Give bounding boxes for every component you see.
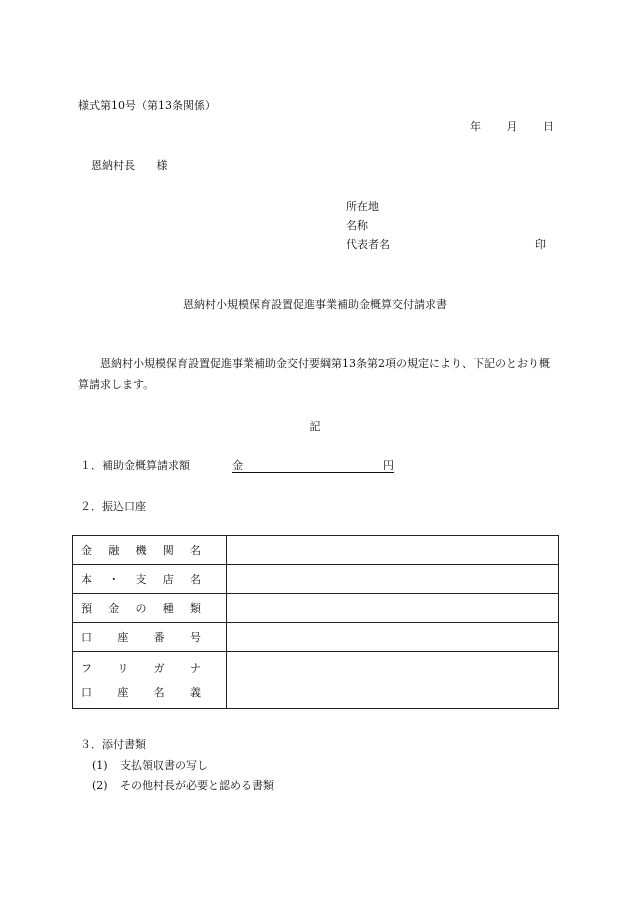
attachment-item — [92, 757, 208, 773]
label-char: フ — [81, 662, 92, 675]
table-row — [73, 623, 559, 652]
label-char: 関 — [162, 544, 174, 557]
attachment-number: (2) — [92, 779, 108, 792]
label-char: ・ — [108, 573, 120, 586]
representative-label: 代表者名 — [346, 238, 390, 251]
label-char: 義 — [189, 686, 201, 699]
label-text — [81, 571, 201, 587]
body-text: 恩納村小規模保育設置促進事業補助金交付要綱第13条第2項の規定により、下記のとおり概算請求します。 — [78, 357, 550, 391]
label-char: 本 — [81, 573, 92, 586]
seal-mark: 印 — [535, 238, 546, 251]
label-text — [81, 629, 201, 645]
applicant-block — [346, 197, 550, 254]
deposit-type-label — [73, 594, 227, 623]
label-char: 号 — [189, 631, 201, 644]
bank-account-table — [72, 535, 559, 709]
bank-name-label — [73, 536, 227, 565]
account-number-label — [73, 623, 227, 652]
document-title: 恩納村小規模保育設置促進事業補助金概算交付請求書 — [183, 298, 447, 311]
account-number-value[interactable] — [227, 623, 559, 652]
addressee: 恩納村長 様 — [91, 159, 168, 172]
bank-name-value[interactable] — [227, 536, 559, 565]
label-char: 類 — [190, 602, 201, 615]
label-char: リ — [117, 662, 129, 675]
label-char: 番 — [153, 631, 165, 644]
table-row — [73, 594, 559, 623]
branch-name-value[interactable] — [227, 565, 559, 594]
amount-field[interactable] — [232, 457, 394, 473]
ki-heading: 記 — [309, 420, 321, 433]
label-text — [81, 542, 201, 558]
form-number: 様式第10号（第13条関係） — [78, 99, 216, 112]
branch-name-label — [73, 565, 227, 594]
label-char: 金 — [108, 602, 120, 615]
label-char: 店 — [162, 573, 174, 586]
attachment-item — [92, 777, 274, 793]
item2-label: ２．振込口座 — [80, 500, 146, 513]
label-char: 名 — [190, 573, 201, 586]
label-char: 種 — [162, 602, 174, 615]
label-char: 名 — [153, 686, 165, 699]
label-char: 金 — [81, 544, 92, 557]
table-row — [73, 536, 559, 565]
item1-label: １．補助金概算請求額 — [80, 459, 190, 472]
amount-prefix: 金 — [232, 459, 243, 472]
attachment-text: 支払領収書の写し — [120, 759, 208, 772]
name-row — [346, 216, 550, 235]
attachment-number: (1) — [92, 759, 108, 772]
label-char: 預 — [81, 602, 92, 615]
account-holder-label — [73, 652, 227, 709]
representative-row — [346, 235, 550, 254]
label-char: 融 — [108, 544, 120, 557]
furigana-text — [81, 660, 201, 676]
label-char: ナ — [189, 662, 201, 675]
label-char: 座 — [117, 631, 129, 644]
label-char: ガ — [153, 662, 165, 675]
date-line: 年 月 日 — [470, 120, 554, 133]
address-label: 所在地 — [346, 200, 379, 213]
item3-label: ３．添付書類 — [80, 738, 146, 751]
label-char: 名 — [190, 544, 201, 557]
table-row — [73, 565, 559, 594]
account-holder-value[interactable] — [227, 652, 559, 709]
label-char: 座 — [117, 686, 129, 699]
account-holder-text — [81, 684, 201, 700]
address-row — [346, 197, 550, 216]
label-char: 支 — [135, 573, 147, 586]
label-char: 機 — [135, 544, 147, 557]
label-char: 口 — [81, 631, 92, 644]
label-char: の — [135, 602, 147, 615]
label-char: 口 — [81, 686, 92, 699]
amount-suffix: 円 — [383, 459, 394, 472]
table-row — [73, 652, 559, 709]
attachment-text: その他村長が必要と認める書類 — [120, 779, 274, 792]
deposit-type-value[interactable] — [227, 594, 559, 623]
name-label: 名称 — [346, 219, 368, 232]
label-text — [81, 600, 201, 616]
